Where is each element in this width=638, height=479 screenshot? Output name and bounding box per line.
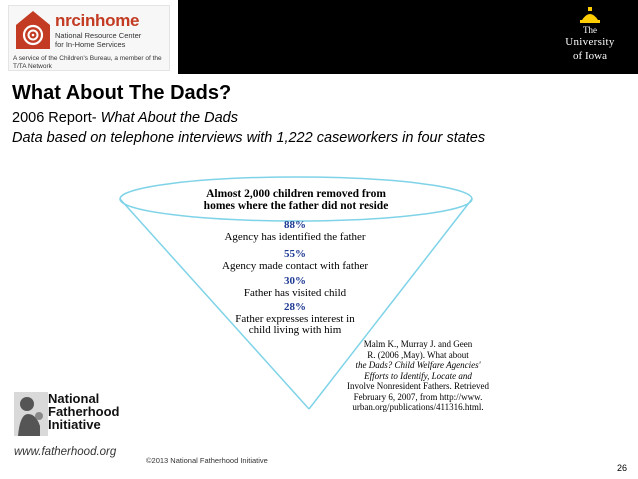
funnel-stage-percent: 30% xyxy=(284,275,306,287)
nfi-name xyxy=(48,392,120,431)
national-fatherhood-initiative-logo xyxy=(14,392,132,472)
subtitle-prefix: 2006 Report- xyxy=(12,110,101,126)
subtitle-report-name: What About the Dads xyxy=(100,110,238,126)
funnel-stage-percent: 88% xyxy=(284,219,306,231)
funnel-stage-percent: 55% xyxy=(284,248,306,260)
slide-title: What About The Dads? xyxy=(12,82,232,104)
citation-title-part: the Dads? Child Welfare Agencies' xyxy=(355,360,481,370)
uiowa-of-iowa: of Iowa xyxy=(573,50,607,62)
citation-block xyxy=(318,339,518,413)
nfi-line-3: Initiative xyxy=(48,417,101,432)
nrc-line-2: for In-Home Services xyxy=(55,40,126,49)
funnel-top-line-2: homes where the father did not reside xyxy=(203,200,389,212)
funnel-stage-4 xyxy=(190,302,400,337)
citation-line: R. (2006 ,May). What about xyxy=(367,349,469,360)
father-child-silhouette-icon xyxy=(14,392,48,436)
uiowa-the: The xyxy=(583,25,597,35)
funnel-stage-label: Father has visited child xyxy=(243,286,347,299)
citation-title-part: Efforts to Identify, Locate and xyxy=(364,370,472,381)
nrc-line-1: National Resource Center xyxy=(55,31,142,40)
funnel-top-line-1: Almost 2,000 children removed from xyxy=(206,188,386,200)
citation-line xyxy=(318,360,518,371)
nrc-service-note: A service of the Children's Bureau, a member of the T/TA Network xyxy=(13,55,162,70)
funnel-stage-label: Father expresses interest in xyxy=(235,312,355,325)
funnel-stage-1 xyxy=(190,220,400,243)
nrc-logo-word: nrcinhome xyxy=(55,11,140,30)
funnel-stage-label: Agency has identified the father xyxy=(224,230,366,243)
copyright-text: ©2013 National Fatherhood Initiative xyxy=(146,456,268,465)
citation-line: February 6, 2007, from http://www. xyxy=(353,391,483,402)
citation-line: Involve Nonresident Fathers. Retrieved xyxy=(347,381,489,391)
page-number: 26 xyxy=(617,463,628,473)
slide-subtitle-2: Data based on telephone interviews with 1,222 caseworkers in four states xyxy=(12,130,486,146)
funnel-stage-percent: 28% xyxy=(284,301,306,313)
nfi-line-1: National xyxy=(48,391,100,406)
nfi-url: www.fatherhood.org xyxy=(14,446,117,458)
nfi-line-2: Fatherhood xyxy=(48,404,120,419)
funnel-stage-label-2: child living with him xyxy=(248,324,342,336)
citation-line: urban.org/publications/411316.html. xyxy=(352,402,484,412)
uiowa-university: University xyxy=(565,36,615,48)
funnel-stage-2 xyxy=(190,249,400,272)
funnel-stage-label: Agency made contact with father xyxy=(222,259,368,272)
funnel-stage-3 xyxy=(190,276,400,299)
funnel-top-text xyxy=(176,188,416,212)
citation-line: Malm K., Murray J. and Geen xyxy=(363,339,473,349)
citation-line xyxy=(318,371,518,382)
